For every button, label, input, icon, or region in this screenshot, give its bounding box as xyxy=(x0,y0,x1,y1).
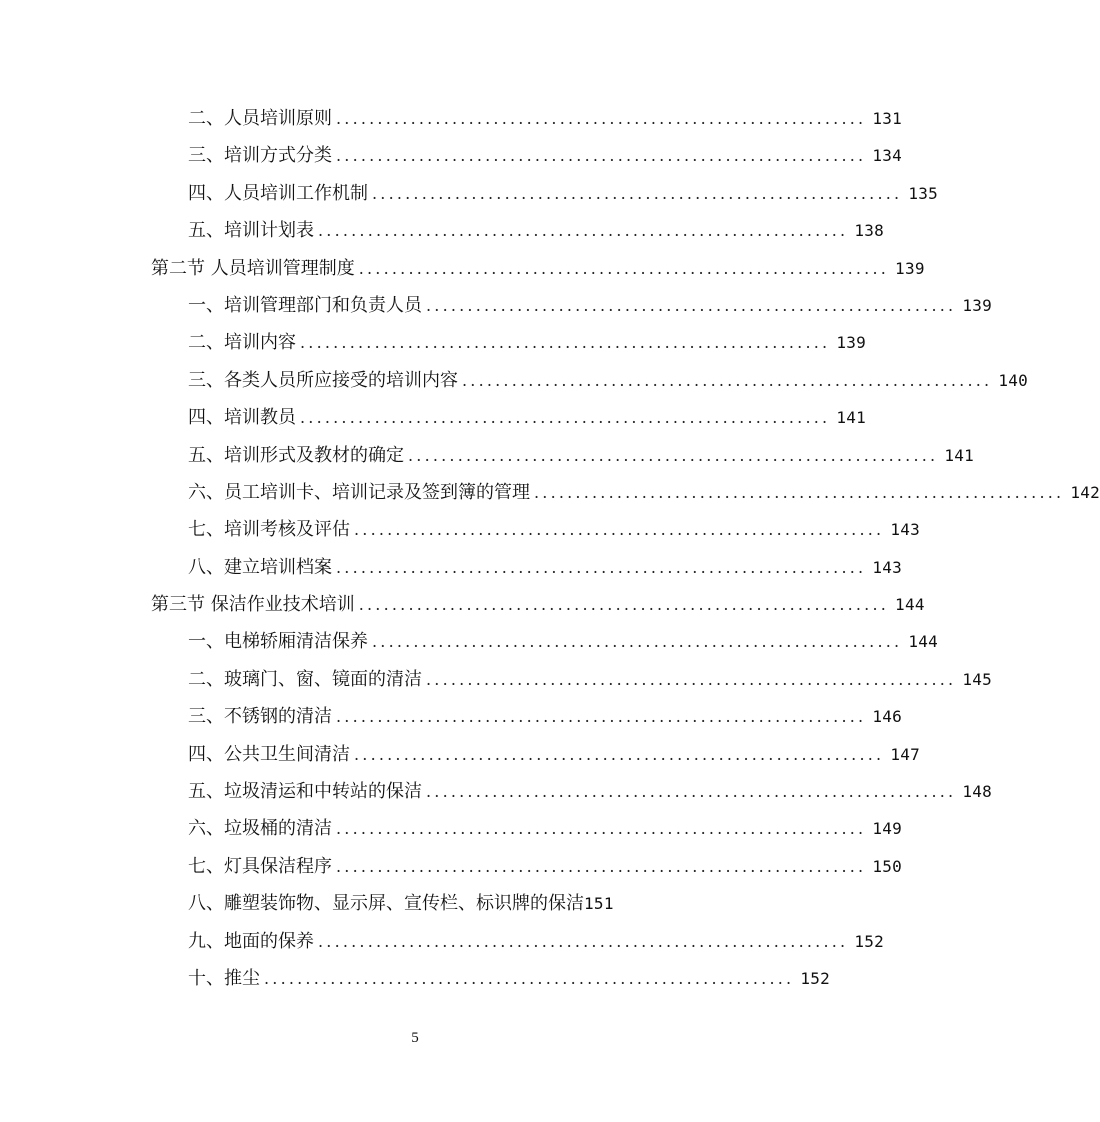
toc-entry-title: 四、公共卫生间清洁 xyxy=(188,743,350,765)
toc-entry[interactable] xyxy=(0,623,939,660)
toc-entry-title: 第三节 保洁作业技术培训 xyxy=(151,594,355,616)
toc-entry-line xyxy=(188,810,903,847)
toc-entry-line xyxy=(188,212,885,249)
toc-entry[interactable] xyxy=(0,399,867,436)
toc-page-number: 144 xyxy=(908,632,939,652)
toc-dot-leader: ................................................................ xyxy=(354,744,885,764)
toc-page-number: 138 xyxy=(854,221,885,241)
toc-page-number: 139 xyxy=(962,295,993,315)
toc-entry[interactable] xyxy=(0,661,993,698)
toc-entry-line xyxy=(188,773,993,810)
toc-entry[interactable] xyxy=(0,810,903,847)
toc-entry-title: 四、培训教员 xyxy=(188,407,296,429)
table-of-contents xyxy=(0,100,1100,997)
toc-page-number: 151 xyxy=(584,894,614,914)
toc-page-number: 146 xyxy=(872,707,903,727)
toc-entry-line xyxy=(188,549,903,586)
toc-entry-line xyxy=(188,736,921,773)
toc-dot-leader: ................................................................ xyxy=(318,931,849,951)
toc-dot-leader: ................................................................ xyxy=(426,669,957,689)
toc-entry[interactable] xyxy=(0,960,831,997)
toc-entry[interactable] xyxy=(0,885,793,922)
toc-dot-leader: ................................................................ xyxy=(354,520,885,540)
toc-page-number: 152 xyxy=(800,968,831,988)
toc-entry-title: 三、不锈钢的清洁 xyxy=(188,706,332,728)
toc-dot-leader: ................................................................ xyxy=(462,370,993,390)
toc-section-entry[interactable] xyxy=(0,250,925,287)
toc-entry-title: 一、电梯轿厢清洁保养 xyxy=(188,631,368,653)
toc-page-number: 141 xyxy=(944,445,975,465)
toc-dot-leader: ................................................................ xyxy=(408,445,939,465)
toc-dot-leader: ................................................................ xyxy=(336,707,867,727)
toc-entry-line xyxy=(188,175,939,212)
toc-entry-line xyxy=(188,474,1100,511)
toc-page-number: 135 xyxy=(908,183,939,203)
toc-entry-title: 九、地面的保养 xyxy=(188,930,314,952)
toc-entry[interactable] xyxy=(0,362,1029,399)
toc-dot-leader: ................................................................ xyxy=(358,258,890,278)
toc-page-number: 142 xyxy=(1070,482,1100,502)
toc-entry-line xyxy=(188,137,903,174)
toc-entry-line xyxy=(188,511,921,548)
toc-entry-line xyxy=(188,324,867,361)
toc-dot-leader: ................................................................ xyxy=(534,482,1065,502)
toc-entry[interactable] xyxy=(0,100,903,137)
toc-dot-leader: ................................................................ xyxy=(318,221,849,241)
toc-page-number: 152 xyxy=(854,931,885,951)
toc-entry[interactable] xyxy=(0,773,993,810)
toc-entry-line xyxy=(188,848,903,885)
toc-section-entry[interactable] xyxy=(0,586,925,623)
toc-entry-line xyxy=(188,923,885,960)
toc-entry-title: 十、推尘 xyxy=(188,967,260,989)
toc-entry-line xyxy=(188,623,939,660)
page-number: 5 xyxy=(411,1030,419,1046)
toc-entry-title: 六、垃圾桶的清洁 xyxy=(188,818,332,840)
toc-dot-leader: ................................................................ xyxy=(300,333,831,353)
toc-dot-leader: ................................................................ xyxy=(336,819,867,839)
toc-page-number: 145 xyxy=(962,669,993,689)
toc-entry[interactable] xyxy=(0,212,885,249)
toc-entry-line xyxy=(188,885,672,922)
toc-entry-title: 二、玻璃门、窗、镜面的清洁 xyxy=(188,668,422,690)
toc-page-number: 148 xyxy=(962,782,993,802)
toc-page-number: 131 xyxy=(872,109,903,128)
toc-dot-leader: ................................................................ xyxy=(336,109,867,128)
toc-entry-title: 二、人员培训原则 xyxy=(188,108,332,129)
toc-entry-title: 六、员工培训卡、培训记录及签到簿的管理 xyxy=(188,481,530,503)
toc-page-number: 150 xyxy=(872,856,903,876)
toc-page-number: 141 xyxy=(836,408,867,428)
toc-page-number: 144 xyxy=(895,595,925,615)
toc-page-number: 139 xyxy=(895,258,925,278)
toc-entry-line xyxy=(188,960,831,997)
toc-entry-title: 八、雕塑装饰物、显示屏、宣传栏、标识牌的保洁 xyxy=(188,893,584,915)
toc-entry[interactable] xyxy=(0,137,903,174)
toc-entry-title: 第二节 人员培训管理制度 xyxy=(151,257,355,279)
toc-entry-title: 八、建立培训档案 xyxy=(188,556,332,578)
toc-entry-line xyxy=(151,250,925,287)
toc-entry[interactable] xyxy=(0,474,1100,511)
toc-entry-title: 二、培训内容 xyxy=(188,332,296,354)
toc-page-number: 147 xyxy=(890,744,921,764)
toc-page-number: 139 xyxy=(836,333,867,353)
toc-entry[interactable] xyxy=(0,923,885,960)
toc-entry[interactable] xyxy=(0,175,939,212)
toc-dot-leader: ................................................................ xyxy=(426,782,957,802)
toc-entry-line xyxy=(188,362,1029,399)
toc-entry-line xyxy=(188,287,993,324)
toc-entry-line xyxy=(188,399,867,436)
toc-page-number: 143 xyxy=(872,557,903,577)
toc-entry[interactable] xyxy=(0,549,903,586)
toc-dot-leader: ................................................................ xyxy=(336,856,867,876)
toc-dot-leader: ................................................................ xyxy=(426,295,957,315)
toc-entry[interactable] xyxy=(0,437,975,474)
toc-entry-title: 三、各类人员所应接受的培训内容 xyxy=(188,369,458,391)
toc-entry-title: 四、人员培训工作机制 xyxy=(188,182,368,204)
toc-page-number: 143 xyxy=(890,520,921,540)
toc-entry-title: 七、灯具保洁程序 xyxy=(188,855,332,877)
toc-entry[interactable] xyxy=(0,511,921,548)
toc-entry-line xyxy=(188,100,903,137)
toc-entry-line xyxy=(188,437,975,474)
toc-dot-leader: ................................................................ xyxy=(358,595,890,615)
toc-page-number: 140 xyxy=(998,370,1029,390)
toc-entry-title: 五、垃圾清运和中转站的保洁 xyxy=(188,781,422,803)
toc-entry-title: 一、培训管理部门和负责人员 xyxy=(188,294,422,316)
toc-entry-title: 三、培训方式分类 xyxy=(188,145,332,167)
toc-entry-line xyxy=(188,661,993,698)
toc-page-number: 134 xyxy=(872,146,903,166)
toc-entry[interactable] xyxy=(0,287,993,324)
toc-entry-title: 五、培训形式及教材的确定 xyxy=(188,444,404,466)
toc-dot-leader: ................................................................ xyxy=(372,632,903,652)
toc-entry[interactable] xyxy=(0,324,867,361)
toc-entry-title: 七、培训考核及评估 xyxy=(188,519,350,541)
toc-dot-leader: ................................................................ xyxy=(300,408,831,428)
toc-dot-leader: ................................................................ xyxy=(264,968,795,988)
toc-entry-line xyxy=(188,698,903,735)
toc-entry[interactable] xyxy=(0,848,903,885)
toc-entry[interactable] xyxy=(0,698,903,735)
toc-entry-line xyxy=(151,586,925,623)
toc-dot-leader: ................................................................ xyxy=(336,146,867,166)
toc-dot-leader: ................................................................ xyxy=(372,183,903,203)
toc-entry[interactable] xyxy=(0,736,921,773)
toc-dot-leader: ................................................................ xyxy=(336,557,867,577)
toc-entry-title: 五、培训计划表 xyxy=(188,220,314,242)
toc-page-number: 149 xyxy=(872,819,903,839)
